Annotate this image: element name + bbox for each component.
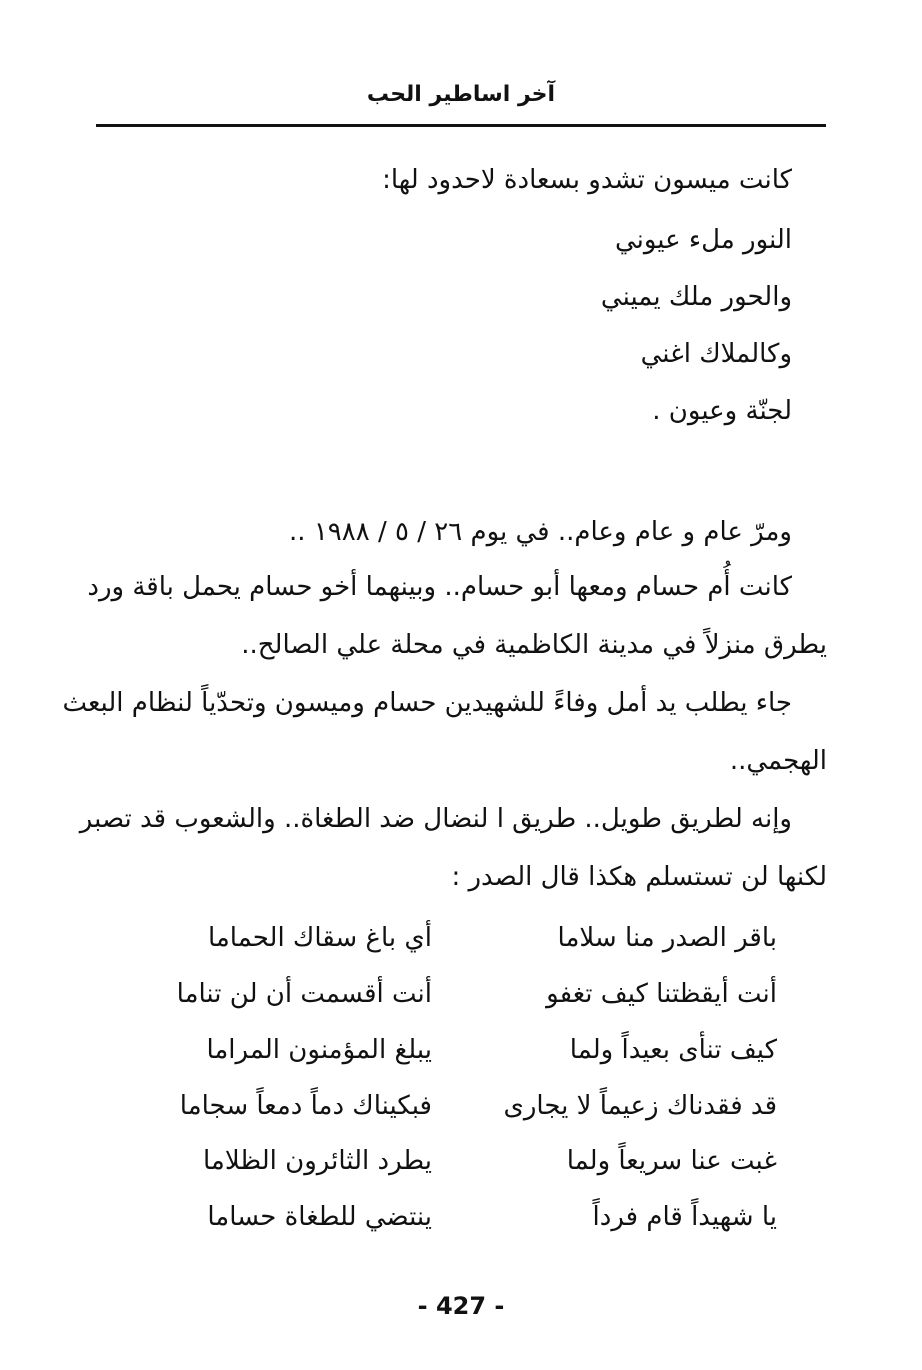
- running-header-title: آخر اساطير الحب: [366, 82, 556, 107]
- verse-4-second-hemistich: فبكيناك دماً دمعاً سجاما: [179, 1091, 432, 1121]
- verse-2-first-hemistich: أنت أيقظتنا كيف تغفو: [546, 979, 777, 1009]
- verse-1-second-hemistich: أي باغ سقاك الحماما: [207, 923, 432, 953]
- header-divider: [96, 124, 826, 127]
- paragraph-4-line-1: وإنه لطريق طويل.. طريق ا لنضال ضد الطغاة.. والشعوب قد تصبر: [79, 804, 792, 834]
- song-line-1: النور ملء عيوني: [614, 225, 792, 255]
- paragraph-4-line-2: لكنها لن تستسلم هكذا قال الصدر :: [451, 862, 827, 892]
- verse-3-second-hemistich: يبلغ المؤمنون المراما: [206, 1035, 432, 1065]
- verse-2-second-hemistich: أنت أقسمت أن لن تناما: [176, 979, 432, 1009]
- verse-5-second-hemistich: يطرد الثائرون الظلاما: [203, 1146, 432, 1176]
- song-line-2: والحور ملك يميني: [600, 282, 792, 312]
- paragraph-3-line-1: جاء يطلب يد أمل وفاءً للشهيدين حسام وميسون وتحدّياً لنظام البعث: [62, 688, 792, 718]
- paragraph-1: ومرّ عام و عام وعام.. في يوم ٢٦ / ٥ / ١٩٨٨ ..: [289, 517, 792, 547]
- paragraph-3-line-2: الهجمي..: [729, 746, 827, 776]
- verse-6-second-hemistich: ينتضي للطغاة حساما: [207, 1202, 432, 1232]
- song-line-4: لجنّة وعيون .: [652, 396, 792, 426]
- verse-3-first-hemistich: كيف تنأى بعيداً ولما: [569, 1035, 777, 1065]
- verse-6-first-hemistich: يا شهيداً قام فرداً: [592, 1202, 777, 1232]
- verse-5-first-hemistich: غبت عنا سريعاً ولما: [566, 1146, 777, 1176]
- page-number: - 427 -: [417, 1292, 505, 1320]
- paragraph-2-line-1: كانت أُم حسام ومعها أبو حسام.. وبينهما أخو حسام يحمل باقة ورد: [87, 572, 792, 602]
- verse-4-first-hemistich: قد فقدناك زعيماً لا يجارى: [503, 1091, 777, 1121]
- song-line-3: وكالملاك اغني: [640, 339, 792, 369]
- verse-1-first-hemistich: باقر الصدر منا سلاما: [557, 923, 777, 953]
- paragraph-2-line-2: يطرق منزلاً في مدينة الكاظمية في محلة علي الصالح..: [241, 630, 827, 660]
- intro-line: كانت ميسون تشدو بسعادة لاحدود لها:: [382, 165, 792, 195]
